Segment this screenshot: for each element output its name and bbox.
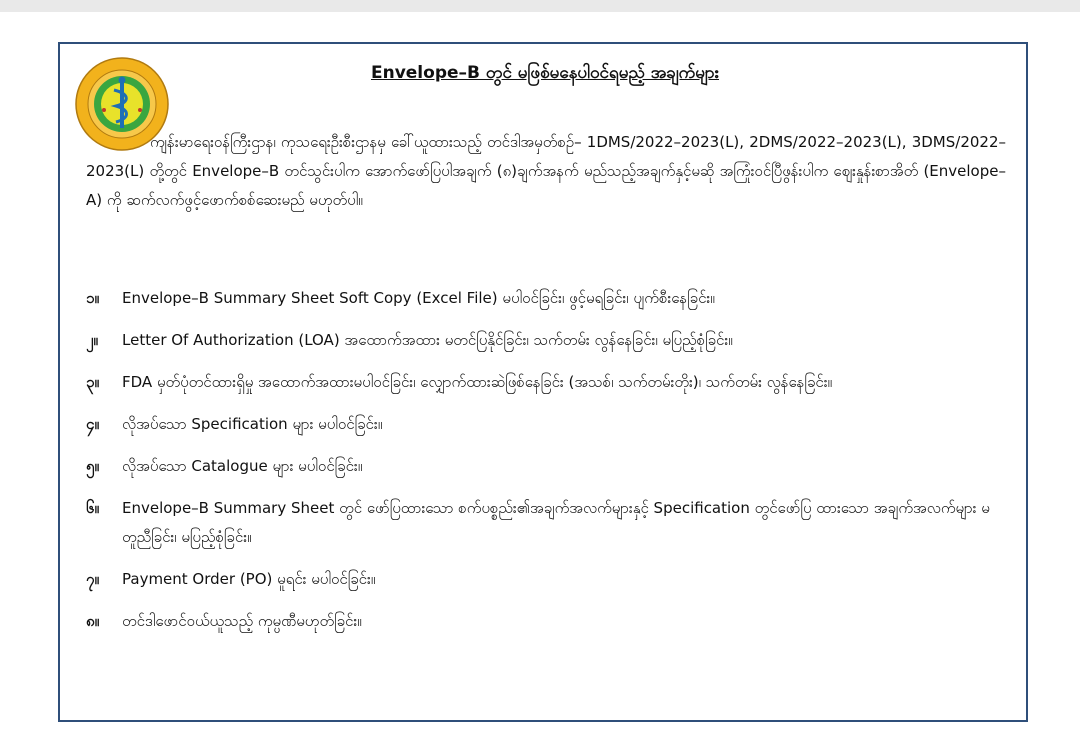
list-item <box>86 565 1006 594</box>
list-item-text: လိုအပ်သော Specification များ မပါဝင်ခြင်း။ <box>122 415 383 433</box>
list-item-number: ၇။ <box>86 570 99 588</box>
list-item <box>86 284 1006 313</box>
list-item-text: လိုအပ်သော Catalogue များ မပါဝင်ခြင်း။ <box>122 457 363 475</box>
list-item-number: ၃။ <box>86 373 99 391</box>
document-frame <box>58 42 1028 722</box>
seal-bottom-text <box>170 56 171 57</box>
list-item <box>86 368 1006 397</box>
list-item-text: Letter Of Authorization (LOA) အထောက်အထား မတင်ပြနိုင်ခြင်း၊ သက်တမ်း လွန်နေခြင်း၊ မပြည့်စုံခြင်း။ <box>122 331 733 349</box>
list-item-number: ၄။ <box>86 415 99 433</box>
list-item-number: ၆။ <box>86 499 99 517</box>
list-item-number: ၅။ <box>86 457 99 475</box>
document-title: Envelope–B တွင် မဖြစ်မနေပါဝင်ရမည့် အချက်များ <box>370 63 720 83</box>
list-item <box>86 607 1006 636</box>
list-item-number: ၂။ <box>86 331 98 349</box>
list-item <box>86 494 1006 552</box>
list-item-text: Envelope–B Summary Sheet တွင် ဖော်ပြထားသော စက်ပစ္စည်း၏အချက်အလက်များနှင့် Specification တွင်ဖော်ပြ ထားသော အချက်အလက်များ မတူညီခြင်း၊ မပြည့်စုံခြင်း။ <box>122 499 990 546</box>
list-item-text: Envelope–B Summary Sheet Soft Copy (Excel File) မပါဝင်ခြင်း၊ ဖွင့်မရခြင်း၊ ပျက်စီးနေခြင်း။ <box>122 289 715 307</box>
intro-paragraph: ကျန်းမာရေးဝန်ကြီးဌာန၊ ကုသရေးဦးစီးဌာနမှ ခေါ်ယူထားသည့် တင်ဒါအမှတ်စဉ်– 1DMS/2022–2023(L), 2DMS/2022–2023(L), 3DMS/2022–2023(L) တို့တွင် Envelope–B တင်သွင်းပါက အောက်ဖော်ပြပါအချက် (၈)ချက်အနက် မည်သည့်အချက်နှင့်မဆို အကြုံးဝင်ပြီဖွန်းပါက ဈေးနှုန်းစာအိတ် (Envelope–A) ကို ဆက်လက်ဖွင့်ဖောက်စစ်ဆေးမည် မဟုတ်ပါ။ <box>86 133 1006 209</box>
list-item-number: ၈။ <box>86 612 100 630</box>
list-item <box>86 452 1006 481</box>
list-item-text: တင်ဒါဖောင်ဝယ်ယူသည့် ကုမ္ပဏီမဟုတ်ခြင်း။ <box>122 612 362 630</box>
top-strip <box>0 0 1080 12</box>
requirement-list <box>86 284 1006 649</box>
seal-top-text <box>170 56 171 57</box>
list-item <box>86 326 1006 355</box>
list-item-number: ၁။ <box>86 289 99 307</box>
list-item <box>86 410 1006 439</box>
list-item-text: FDA မှတ်ပုံတင်ထားရှိမှု အထောက်အထားမပါဝင်ခြင်း၊ လျှောက်ထားဆဲဖြစ်နေခြင်း (အသစ်၊ သက်တမ်းတိုး)၊ သက်တမ်း လွန်နေခြင်း။ <box>122 373 833 391</box>
list-item-text: Payment Order (PO) မူရင်း မပါဝင်ခြင်း။ <box>122 570 376 588</box>
